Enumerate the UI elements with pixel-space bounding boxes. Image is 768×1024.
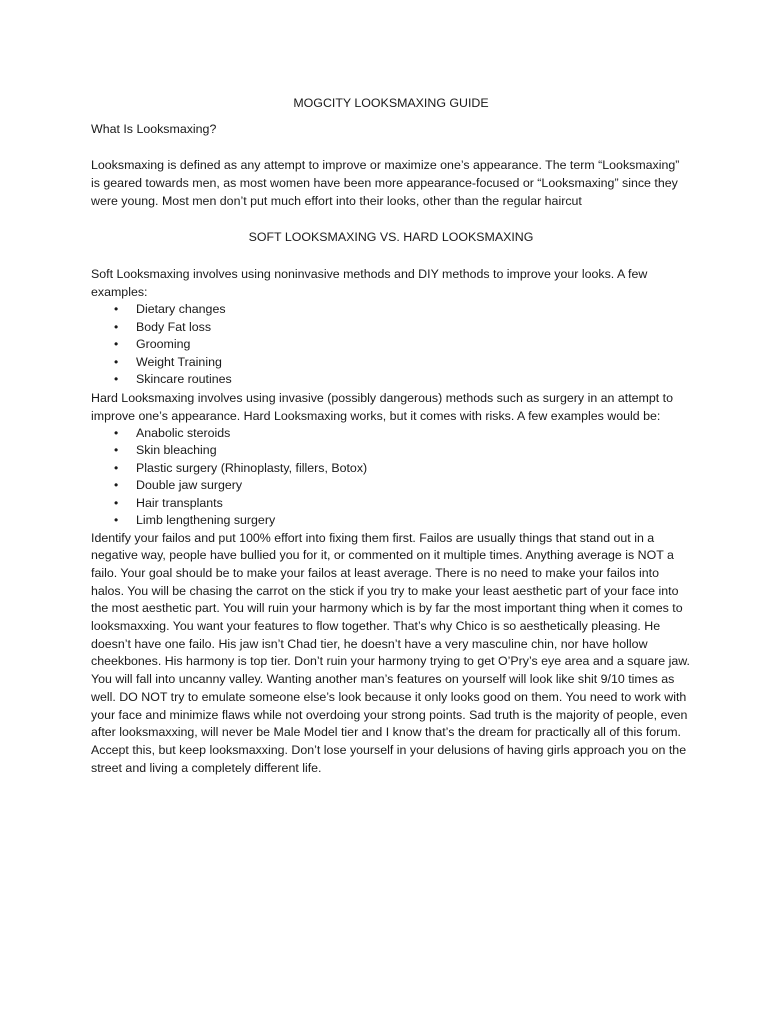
hard-text: involves using invasive (possibly dangerous) methods such as surgery in an attempt to improve one’s appearance. Hard Looksmaxing works, but it comes with risks. A few examples would be: xyxy=(91,390,673,423)
soft-text: involves using noninvasive methods and DIY methods to improve your looks. A few examples: xyxy=(91,267,648,299)
soft-examples-list xyxy=(91,301,691,389)
bullet-icon: • xyxy=(114,425,119,440)
list-item: • Grooming xyxy=(114,336,691,354)
list-item: • Weight Training xyxy=(114,354,691,372)
document-title: MOGCITY LOOKSMAXING GUIDE xyxy=(293,96,489,110)
list-item: • Limb lengthening surgery xyxy=(114,512,691,530)
definition-paragraph xyxy=(91,156,691,210)
bullet-icon: • xyxy=(114,372,119,386)
soft-paragraph xyxy=(91,265,691,301)
what-is-heading: What Is Looksmaxing? xyxy=(91,122,217,136)
bullet-icon: • xyxy=(114,460,119,475)
list-item: • Body Fat loss xyxy=(114,319,691,337)
bullet-icon: • xyxy=(114,337,119,351)
bullet-icon: • xyxy=(114,495,119,510)
hard-examples-list xyxy=(91,425,691,530)
bullet-icon: • xyxy=(114,513,119,527)
bullet-icon: • xyxy=(114,354,119,369)
soft-lead: Soft Looksmaxing xyxy=(91,267,190,281)
list-item: • Dietary changes xyxy=(114,301,691,319)
bullet-icon: • xyxy=(114,478,119,492)
list-item: • Anabolic steroids xyxy=(114,425,691,443)
bullet-icon: • xyxy=(114,319,119,334)
hard-lead: Hard Looksmaxing xyxy=(91,390,195,405)
section-heading: SOFT LOOKSMAXING VS. HARD LOOKSMAXING xyxy=(248,230,534,244)
list-item: • Double jaw surgery xyxy=(114,477,691,495)
bullet-icon: • xyxy=(114,443,119,457)
closing-paragraph: Identify your failos and put 100% effort into fixing them first. Failos are usually things that stand out in a negative way, people have bullied you for it, or commented on it multiple times. Anything average is NOT a failo. Your goal should be to make your failos at least average. There is no need to make your failos into halos. You will be chasing the carrot on the stick if you try to make your least aesthetic part of your face into the most aesthetic part. You will ruin your harmony which is by far the most important thing when it comes to looksmaxxing. You want your features to flow together. That’s why Chico is so aesthetically pleasing. He doesn’t have one failo. His jaw isn’t Chad tier, he doesn’t have a very masculine chin, nor have hollow cheekbones. His harmony is top tier. Don’t ruin your harmony trying to get O’Pry’s eye area and a square jaw. You will fall into uncanny valley. Wanting another man’s features on yourself will look like shit 9/10 times as well. DO NOT try to emulate someone else’s look because it only looks good on them. You need to work with your face and minimize flaws while not overdoing your strong points. Sad truth is the majority of people, even after looksmaxxing, will never be Male Model tier and I know that’s the dream for practically all of this forum. Accept this, but keep looksmaxxing. Don’t lose yourself in your delusions of having girls approach you on the street and living a completely different life. xyxy=(91,530,690,775)
list-item: • Hair transplants xyxy=(114,495,691,513)
list-item: • Skincare routines xyxy=(114,371,691,389)
list-item: • Plastic surgery (Rhinoplasty, fillers, Botox) xyxy=(114,460,691,478)
bullet-icon: • xyxy=(114,302,119,316)
hard-paragraph xyxy=(91,389,691,425)
definition-lead: Looksmaxing is defined as any attempt to improve or maximize one’s appearance. xyxy=(91,158,542,172)
definition-text: The term “Looksmaxing” is geared towards men, as most women have been more appearance-focused or “Looksmaxing” since they were young. Most men don’t put much effort into their looks, other than the regular haircut xyxy=(91,158,680,208)
document-body xyxy=(91,94,691,777)
list-item: • Skin bleaching xyxy=(114,442,691,460)
